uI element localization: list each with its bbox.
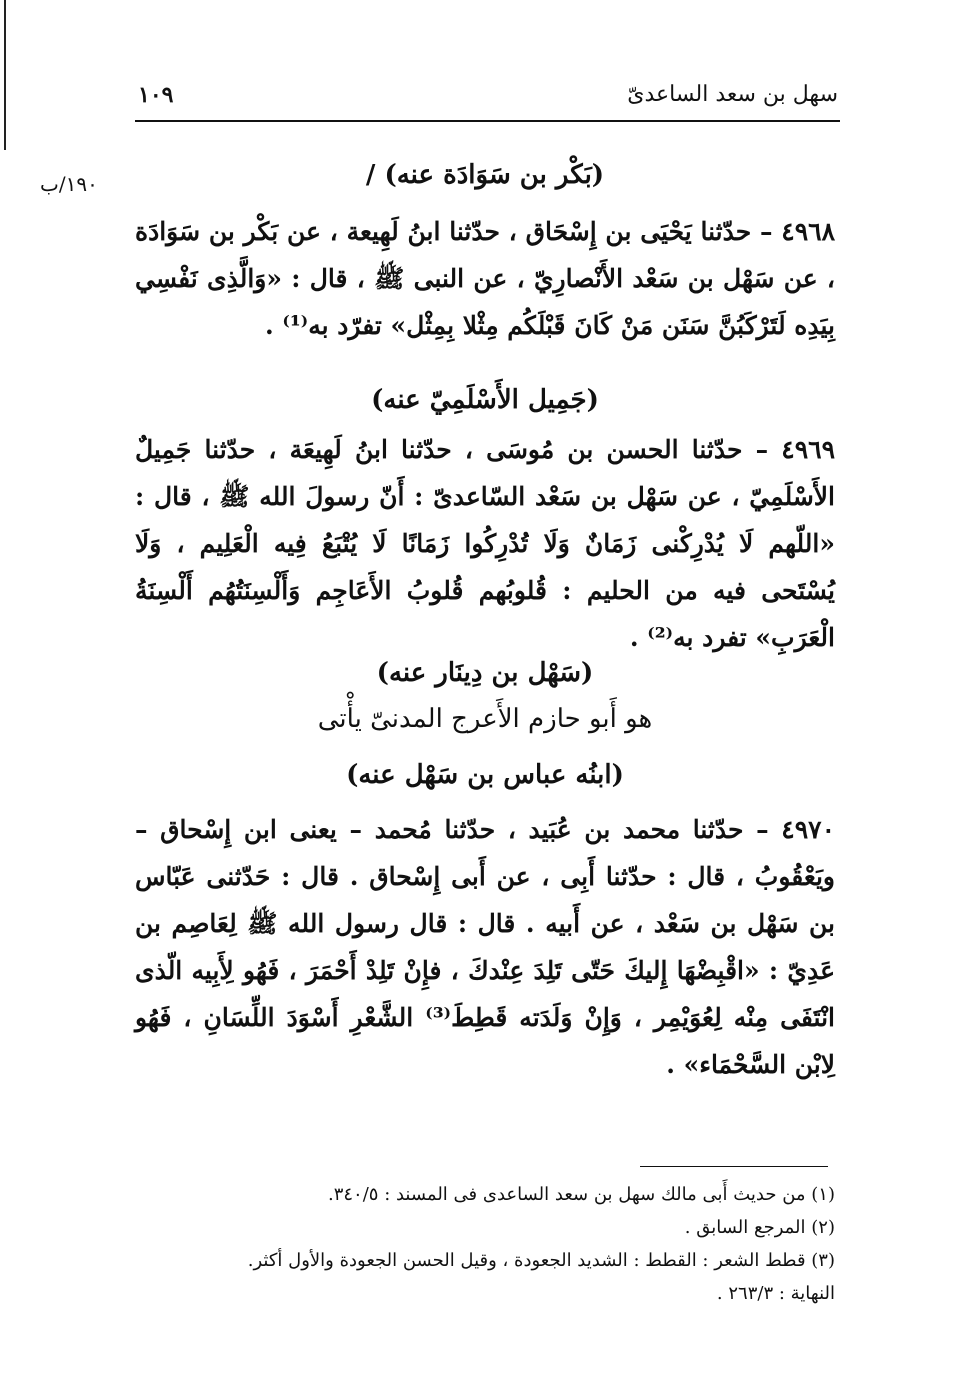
footnote-3: (٣) قطط الشعر : القطط : الشديد الجعودة ، وقيل الحسن الجعودة والأول أكثر. [247, 1250, 835, 1271]
section-subheading-abbas: (ابنُه عباس بن سَهْل عنه) [346, 760, 624, 790]
margin-folio-note: ١٩٠/ب [40, 172, 98, 196]
running-title: سهل بن سعد الساعدىّ [627, 82, 838, 107]
section-subheading: هو أَبو حازم الأَعرج المدنىّ يأْتى [317, 704, 653, 734]
footnotes [120, 1178, 835, 1310]
footnote-3-continuation: النهاية : ٢٦٣/٣ . [716, 1283, 835, 1304]
page-number: ١٠٩ [138, 82, 174, 108]
footnote-2: (٢) المرجع السابق . [684, 1217, 835, 1238]
page-header [138, 82, 838, 122]
hadith-4968: ٤٩٦٨ – حدّثنا يَحْيَى بن إِسْحَاق ، حدّثنا ابنُ لَهِيعة ، عن بَكْر بن سَوَادَة ، عن سَهْل بن سَعْد الأَنْصارِيّ ، عن النبى ﷺ ، قال : «وَالَّذِى نَفْسِي بِيَدِه لَتَرْكَبُنَّ سَنَن مَنْ كَانَ قَبْلَكُم مِثْلا بِمِثْل» تفرّد به⁽¹⁾ . [135, 217, 835, 340]
section-heading-bakr: (بَكْر بن سَوَادَة عنه) / [365, 160, 605, 190]
hadith-4969: ٤٩٦٩ – حدّثنا الحسن بن مُوسَى ، حدّثنا ابنُ لَهِيعَة ، حدّثنا جَمِيلٌ الأَسْلَمِيّ ، عن سَهْل بن سَعْد السّاعدىّ : أَنّ رسولَ الله ﷺ ، قال : «اللّهم لَا يُدْرِكْنى زَمَانٌ وَلَا تُدْرِكُوا زَمَانًا لَا يُتْبَعُ فِيه الْعَلِيم ، وَلَا يُسْتَحى فيه من الحليم : قُلوبُهم قُلوبُ الأَعَاجِم وَأَلْسِنَتُهُم أَلْسِنَةُ الْعَرَبِ» تفرد به⁽²⁾ . [135, 435, 835, 652]
binding-edge-line [4, 0, 6, 150]
footnote-1: (١) من حديث أَبى مالك سهل بن سعد الساعدى فى المسند : ٣٤٠/٥. [327, 1184, 835, 1205]
section-heading-jamil: (جَمِيل الأَسْلَمِيّ عنه) [371, 385, 599, 415]
hadith-4970: ٤٩٧٠ – حدّثنا محمد بن عُبَيد ، حدّثنا مُحمد – يعنى ابن إِسْحاق – ويَعْقُوبُ ، قال : حدّثنا أَبِى ، عن أَبى إِسْحاق . قال : حَدّثنى عَبّاس بن سَهْل بن سَعْد ، عن أَبيه . قال : قال رسول الله ﷺ لِعَاصِم بن عَدِيّ : «اقْبِضْهَا إِليكَ حَتّى تَلِدَ عِنْدكَ ، فإِنْ تَلِدْ أَحْمَرَ ، فَهُو لِأَبِيه الّذى انْتَفَى مِنْه لِعُوَيْمِر ، وَإِنْ وَلَدَته قَطِطَ⁽³⁾ الشَّعْرِ أَسْوَدَ اللِّسَانِ ، فَهُو لِابْن السَّحْمَاء» . [135, 815, 835, 1079]
footnote-divider [640, 1166, 828, 1167]
section-heading-sahl: (سَهْل بن دِينَار عنه) [376, 658, 594, 688]
header-divider [135, 120, 840, 122]
